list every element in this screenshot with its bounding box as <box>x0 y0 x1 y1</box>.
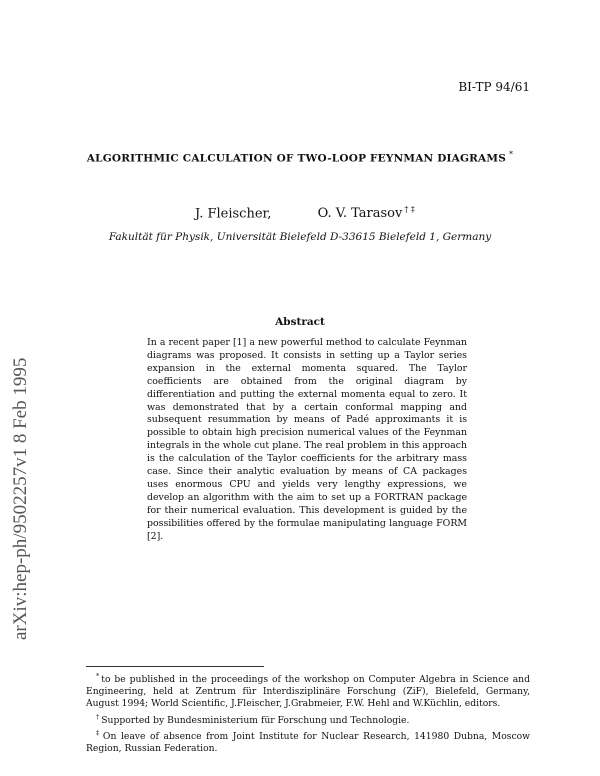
abstract-text: In a recent paper [1] a new powerful method to calculate Feynman diagrams was proposed. It consists in setting up a Taylor series expansion in the external momenta squared. The Taylor coefficients are obtained from the original diagram by differentiation and putting the external momenta equal to zero. It was demonstrated that by a certain conformal mapping and subsequent resummation by means of Padé approximants it is possible to obtain high precision numerical values of the Feynman integrals in the whole cut plane. The real problem in this approach is the calculation of the Taylor coefficients for the arbitrary mass case. Since their analytic evaluation by means of CA packages uses enormous CPU and yields very lengthy expressions, we develop an algorithm with the aim to set up a FORTRAN package for their numerical evaluation. This development is guided by the possibilities offered by the formulae manipulating language FORM [2]. <box>147 337 467 542</box>
author-tarasov: O. V. Tarasov <box>317 206 403 222</box>
footnote-text: On leave of absence from Joint Institute for Nuclear Research, 141980 Dubna, Moscow Region, Russian Federation. <box>86 731 531 755</box>
footnote-text: to be published in the proceedings of the workshop on Computer Algebra in Science and Engineering, held at Zentrum für Interdisziplinäre Forschung (ZiF), Bielefeld, Germany, August 1994; World Scientific, J.Fleischer, J.Grabmeier, F.W. Hehl and W.Küchlin, editors. <box>86 674 530 710</box>
footnote-divider <box>86 666 264 667</box>
paper-title <box>0 150 600 165</box>
footnote-mark: † <box>96 712 100 721</box>
footnote-item <box>86 711 530 727</box>
footnote-mark: * <box>96 672 100 680</box>
arxiv-identifier: arXiv:hep-ph/9502257v1 8 Feb 1995 <box>10 357 31 640</box>
authors <box>195 205 415 221</box>
report-number: BI-TP 94/61 <box>458 80 530 94</box>
footnote-item <box>86 727 530 755</box>
footnotes <box>86 670 530 755</box>
author-fleischer: J. Fleischer, <box>195 206 272 222</box>
affiliation: Fakultät für Physik, Universität Bielefeld D-33615 Bielefeld 1, Germany <box>108 231 492 243</box>
abstract-heading: Abstract <box>275 316 325 328</box>
footnote-text: Supported by Bundesministerium für Forschung und Technologie. <box>101 714 410 726</box>
footnote-mark: ‡ <box>96 728 101 737</box>
title-footnote-mark: * <box>509 150 514 159</box>
author-footnote-marks: † ‡ <box>404 205 415 214</box>
footnote-item <box>86 670 530 711</box>
paper-title-text: ALGORITHMIC CALCULATION OF TWO-LOOP FEYNMAN DIAGRAMS <box>86 152 506 165</box>
